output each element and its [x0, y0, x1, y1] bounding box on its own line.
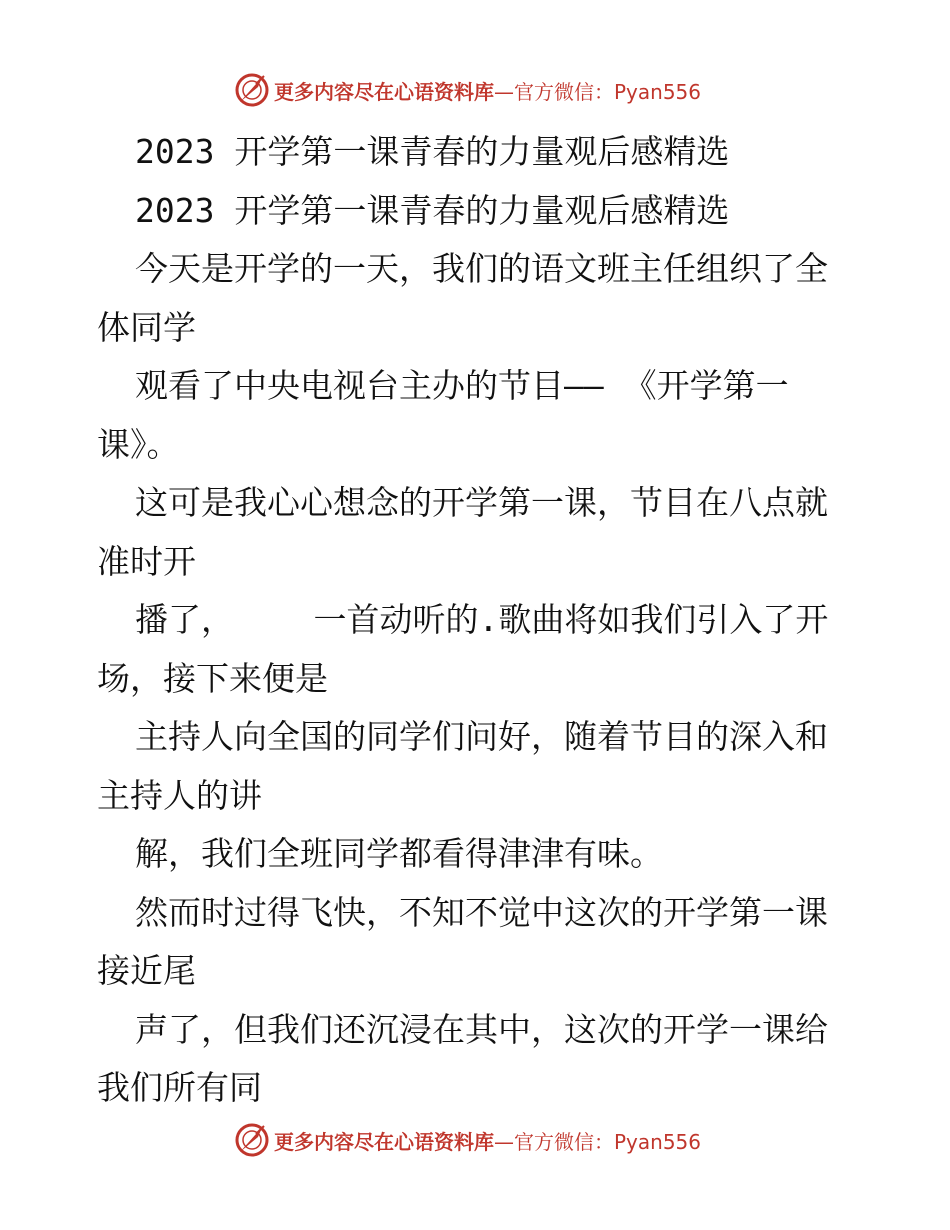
paragraph-line: 接近尾: [97, 951, 196, 990]
quill-pen-logo-icon: [234, 1122, 270, 1158]
paragraph-line: 这可是我心心想念的开学第一课，节目在八点就: [135, 483, 828, 522]
paragraph-line: 今天是开学的一天，我们的语文班主任组织了全: [135, 249, 828, 288]
paragraph-line: 然而时过得飞快，不知不觉中这次的开学第一课: [135, 892, 828, 932]
banner-contact: —官方微信：Pyan556: [494, 1129, 702, 1154]
title-line: 2023 开学第一课青春的力量观后感精选: [135, 132, 730, 171]
paragraph-line: 播了， 一首动听的.歌曲将如我们引入了开: [135, 600, 829, 639]
paragraph-line: 观看了中央电视台主办的节目—— 《开学第一: [135, 366, 789, 405]
title-line: 2023 开学第一课青春的力量观后感精选: [135, 190, 730, 230]
header-banner[interactable]: [234, 70, 714, 110]
paragraph-line: 准时开: [97, 541, 196, 581]
document-body: [97, 123, 857, 1118]
banner-contact: —官方微信：Pyan556: [494, 79, 702, 104]
paragraph-line: 我们所有同: [97, 1068, 262, 1107]
paragraph-line: 体同学: [97, 307, 196, 347]
footer-banner[interactable]: [234, 1120, 714, 1160]
paragraph-line: 声了，但我们还沉浸在其中，这次的开学一课给: [135, 1009, 828, 1049]
paragraph-line: 解，我们全班同学都看得津津有味。: [135, 834, 663, 873]
paragraph-line: 主持人的讲: [97, 775, 262, 815]
paragraph-line: 场，接下来便是: [97, 658, 328, 698]
paragraph-line: 课》。: [97, 424, 180, 464]
banner-text: 更多内容尽在心语资料库—官方微信：Pyan556: [274, 79, 702, 104]
banner-text: 更多内容尽在心语资料库—官方微信：Pyan556: [274, 1129, 702, 1154]
quill-pen-logo-icon: [234, 72, 270, 108]
paragraph-line: 主持人向全国的同学们问好，随着节目的深入和: [135, 717, 828, 756]
